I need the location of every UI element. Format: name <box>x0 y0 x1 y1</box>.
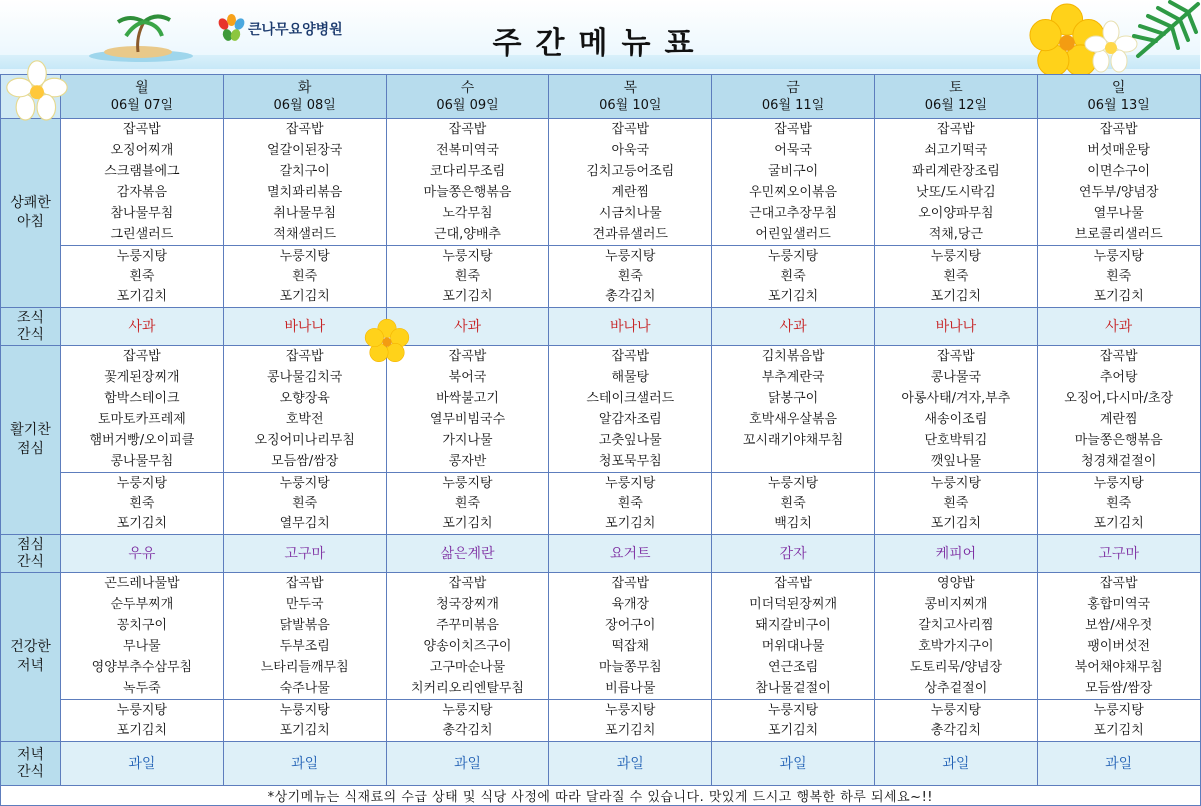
page-title: 주간메뉴표 <box>492 26 708 61</box>
dinner-sat: 영양밥 콩비지찌개 갈치고사리찜 호박가지구이 도토리묵/양념장 상추겉절이 <box>874 573 1037 700</box>
lunch-staple-row <box>1 473 1201 535</box>
lunch-staple-sat: 누룽지탕 흰죽 포기김치 <box>874 473 1037 535</box>
breakfast-sun: 잡곡밥 버섯매운탕 이면수구이 연두부/양념장 열무나물 브로콜리샐러드 <box>1037 119 1200 246</box>
dinner-main-row <box>1 573 1201 700</box>
dinner-staple-fri: 누룽지탕 포기김치 <box>712 700 875 742</box>
day-name: 목 <box>623 79 638 96</box>
day-date: 06월 07일 <box>110 97 174 113</box>
day-header-fri <box>712 75 875 119</box>
morning-snack-row <box>1 308 1201 346</box>
lunch-sat: 잡곡밥 콩나물국 아롱사태/겨자,부추 새송이조림 단호박튀김 깻잎나물 <box>874 346 1037 473</box>
day-name: 월 <box>135 79 149 96</box>
day-header-row <box>1 75 1201 119</box>
breakfast-wed: 잡곡밥 전복미역국 코다리무조림 마늘쫑은행볶음 노각무침 근대,양배추 <box>386 119 549 246</box>
lunch-staple-sun: 누룽지탕 흰죽 포기김치 <box>1037 473 1200 535</box>
footer-row <box>1 786 1201 806</box>
breakfast-tue: 잡곡밥 얼갈이된장국 갈치구이 멸치꽈리볶음 취나물무침 적채샐러드 <box>223 119 386 246</box>
yellow-flower-icon <box>364 318 410 364</box>
dinner-sun: 잡곡밥 홍합미역국 보쌈/새우젓 팽이버섯전 북어채야채무침 모듬쌈/쌈장 <box>1037 573 1200 700</box>
evening-snack-mon: 과일 <box>61 742 224 786</box>
evening-snack-fri: 과일 <box>712 742 875 786</box>
evening-snack-label: 저녁 간식 <box>1 742 61 786</box>
day-date: 06월 08일 <box>273 97 336 113</box>
afternoon-snack-mon: 우유 <box>61 535 224 573</box>
breakfast-staple-fri: 누룽지탕 흰죽 포기김치 <box>712 246 875 308</box>
breakfast-staple-thu: 누룽지탕 흰죽 총각김치 <box>549 246 712 308</box>
day-date: 06월 12일 <box>924 97 988 113</box>
evening-snack-row <box>1 742 1201 786</box>
lunch-thu: 잡곡밥 해물탕 스테이크샐러드 알감자조림 고춧잎나물 청포묵무침 <box>549 346 712 473</box>
footer-note: *상기메뉴는 식재료의 수급 상태 및 식당 사정에 따라 달라질 수 있습니다. 맛있게 드시고 행복한 하루 되세요~!! <box>1 786 1201 806</box>
afternoon-snack-fri: 감자 <box>712 535 875 573</box>
day-name: 토 <box>949 79 963 96</box>
morning-snack-thu: 바나나 <box>549 308 712 346</box>
morning-snack-label: 조식 간식 <box>1 308 61 346</box>
evening-snack-wed: 과일 <box>386 742 549 786</box>
evening-snack-thu: 과일 <box>549 742 712 786</box>
day-date: 06월 13일 <box>1087 97 1150 113</box>
breakfast-staple-sun: 누룽지탕 흰죽 포기김치 <box>1037 246 1200 308</box>
dinner-staple-sat: 누룽지탕 총각김치 <box>874 700 1037 742</box>
weekly-menu-table <box>0 74 1201 806</box>
dinner-staple-sun: 누룽지탕 포기김치 <box>1037 700 1200 742</box>
breakfast-staple-row <box>1 246 1201 308</box>
day-header-sat <box>874 75 1037 119</box>
breakfast-fri: 잡곡밥 어묵국 굴비구이 우민찌오이볶음 근대고추장무침 어린잎샐러드 <box>712 119 875 246</box>
dinner-staple-mon: 누룽지탕 포기김치 <box>61 700 224 742</box>
dinner-wed: 잡곡밥 청국장찌개 주꾸미볶음 양송이치즈구이 고구마순나물 치커리오리엔탈무침 <box>386 573 549 700</box>
morning-snack-fri: 사과 <box>712 308 875 346</box>
day-name: 금 <box>786 79 800 96</box>
morning-snack-mon: 사과 <box>61 308 224 346</box>
afternoon-snack-label: 점심 간식 <box>1 535 61 573</box>
lunch-wed: 잡곡밥 북어국 바싹불고기 열무비빔국수 가지나물 콩자반 <box>386 346 549 473</box>
palm-leaf-icon <box>1118 0 1200 64</box>
lunch-staple-tue: 누룽지탕 흰죽 열무김치 <box>223 473 386 535</box>
breakfast-thu: 잡곡밥 아욱국 김치고등어조림 계란찜 시금치나물 견과류샐러드 <box>549 119 712 246</box>
lunch-staple-mon: 누룽지탕 흰죽 포기김치 <box>61 473 224 535</box>
dinner-mon: 곤드레나물밥 순두부찌개 꽁치구이 무나물 영양부추수삼무침 녹두죽 <box>61 573 224 700</box>
day-date: 06월 10일 <box>599 97 662 113</box>
afternoon-snack-sat: 케피어 <box>874 535 1037 573</box>
day-header-thu <box>549 75 712 119</box>
day-header-sun <box>1037 75 1200 119</box>
lunch-label: 활기찬 점심 <box>1 346 61 535</box>
lunch-mon: 잡곡밥 꽃게된장찌개 함박스테이크 토마토카프레제 햄버거빵/오이피클 콩나물무침 <box>61 346 224 473</box>
morning-snack-wed: 사과 <box>386 308 549 346</box>
day-name: 일 <box>1111 79 1126 96</box>
lunch-staple-thu: 누룽지탕 흰죽 포기김치 <box>549 473 712 535</box>
evening-snack-tue: 과일 <box>223 742 386 786</box>
dinner-staple-wed: 누룽지탕 총각김치 <box>386 700 549 742</box>
lunch-fri: 김치볶음밥 부추계란국 닭봉구이 호박새우살볶음 꼬시래기야채무침 <box>712 346 875 473</box>
lunch-main-row <box>1 346 1201 473</box>
breakfast-main-row <box>1 119 1201 246</box>
evening-snack-sat: 과일 <box>874 742 1037 786</box>
breakfast-staple-tue: 누룽지탕 흰죽 포기김치 <box>223 246 386 308</box>
afternoon-snack-tue: 고구마 <box>223 535 386 573</box>
dinner-staple-row <box>1 700 1201 742</box>
day-name: 수 <box>460 79 475 96</box>
afternoon-snack-wed: 삶은계란 <box>386 535 549 573</box>
breakfast-staple-mon: 누룽지탕 흰죽 포기김치 <box>61 246 224 308</box>
morning-snack-sun: 사과 <box>1037 308 1200 346</box>
breakfast-label: 상쾌한 아침 <box>1 119 61 308</box>
morning-snack-tue: 바나나 <box>223 308 386 346</box>
breakfast-mon: 잡곡밥 오징어찌개 스크램블에그 감자볶음 참나물무침 그린샐러드 <box>61 119 224 246</box>
dinner-tue: 잡곡밥 만두국 닭발볶음 두부조림 느타리들깨무침 숙주나물 <box>223 573 386 700</box>
lunch-sun: 잡곡밥 추어탕 오징어,다시마/초장 계란찜 마늘쫑은행볶음 청경채겉절이 <box>1037 346 1200 473</box>
breakfast-sat: 잡곡밥 쇠고기떡국 꽈리계란장조림 낫또/도시락김 오이양파무침 적채,당근 <box>874 119 1037 246</box>
morning-snack-sat: 바나나 <box>874 308 1037 346</box>
hospital-name: 큰나무요양병원 <box>248 22 343 38</box>
day-date: 06월 11일 <box>761 97 825 113</box>
lunch-tue: 잡곡밥 콩나물김치국 오향장육 호박전 오징어미나리무침 모듬쌈/쌈장 <box>223 346 386 473</box>
day-header-tue <box>223 75 386 119</box>
dinner-label: 건강한 저녁 <box>1 573 61 742</box>
dinner-staple-thu: 누룽지탕 포기김치 <box>549 700 712 742</box>
afternoon-snack-thu: 요거트 <box>549 535 712 573</box>
dinner-fri: 잡곡밥 미더덕된장찌개 돼지갈비구이 머위대나물 연근조림 참나물겉절이 <box>712 573 875 700</box>
dinner-staple-tue: 누룽지탕 포기김치 <box>223 700 386 742</box>
lunch-staple-fri: 누룽지탕 흰죽 백김치 <box>712 473 875 535</box>
white-plumeria-icon <box>8 62 66 120</box>
breakfast-staple-wed: 누룽지탕 흰죽 포기김치 <box>386 246 549 308</box>
day-name: 화 <box>297 79 312 96</box>
day-date: 06월 09일 <box>436 97 499 113</box>
afternoon-snack-row <box>1 535 1201 573</box>
afternoon-snack-sun: 고구마 <box>1037 535 1200 573</box>
evening-snack-sun: 과일 <box>1037 742 1200 786</box>
page-header <box>0 0 1200 74</box>
day-header-wed <box>386 75 549 119</box>
breakfast-staple-sat: 누룽지탕 흰죽 포기김치 <box>874 246 1037 308</box>
dinner-thu: 잡곡밥 육개장 장어구이 떡잡채 마늘쫑무침 비름나물 <box>549 573 712 700</box>
day-header-mon <box>61 75 224 119</box>
lunch-staple-wed: 누룽지탕 흰죽 포기김치 <box>386 473 549 535</box>
